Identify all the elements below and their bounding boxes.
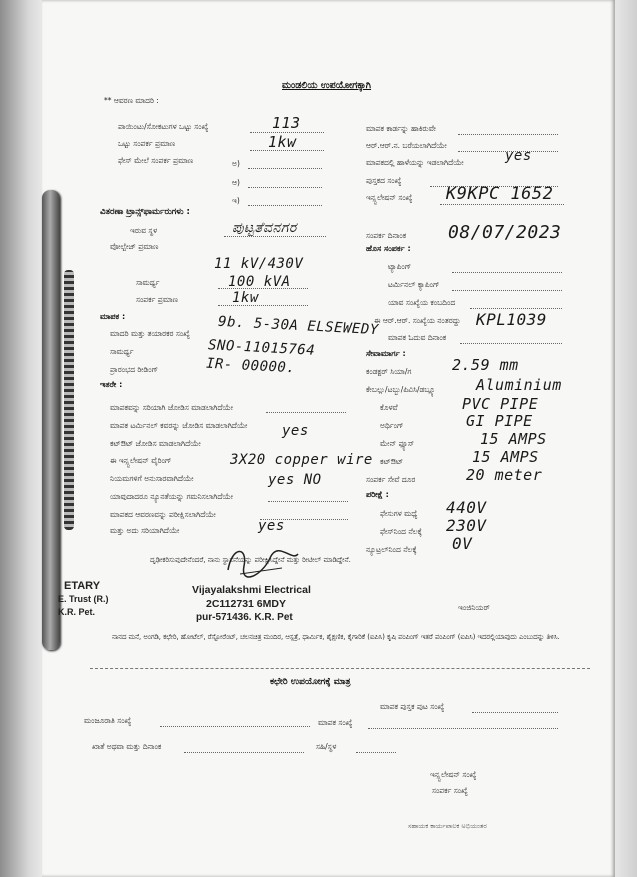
section-divider (90, 668, 590, 669)
form-label: ಮಾಪಕ ಕಾರ್ಡನ್ನು ಹಾಕಿರುವೇ (366, 124, 436, 133)
handwritten-value: IR- 00000. (205, 355, 296, 377)
handwritten-value: 113 (272, 114, 301, 132)
fill-line (218, 288, 308, 289)
form-label: ಸಾಮರ್ಥ್ಯ (110, 347, 134, 356)
binder-spring-icon (64, 270, 74, 530)
engineer-label: ಇಂಜಿನಿಯರ್ (458, 603, 490, 612)
fill-line (250, 150, 324, 151)
scan-right-edge (615, 0, 637, 877)
section-subtitle: ** ಆವರಣ ಮಾದರಿ : (104, 96, 159, 105)
form-label: ಫೇಸ್ ಮೇಲೆ ಸಂಪರ್ಕ ಪ್ರಮಾಣ (118, 156, 194, 165)
form-label: ಇರುವ ಸ್ಥಳ (130, 226, 158, 235)
form-label: ಸಂಪರ್ಕ ಸೇವೆ ದೂರ (366, 475, 416, 484)
stamp-left-line1: ETARY (64, 580, 101, 592)
footnote-text: ನಾನದ ಮನೆ, ಅಂಗಡಿ, ಕಛೇರಿ, ಹೋಟೆಲ್, ರೆಸ್ಟೋರೆಂಟ್, ಚಲನಚಿತ್ರ ಮಂದಿರ, ಆಸ್ಪತ್ರೆ, ಧಾರ್ಮಿಕ, ಶೈಕ್ಷಣಿಕ, ಕೈಗಾರಿಕೆ (ಐಪಿಸಿ) ಕೃಷಿ ಪಂಪಿಂಗ್ ಇತರೆ ಪಂಪಿಂಗ್ (ಐಪಿಸಿ) ಇದರಲ್ಲಿಯಾವುದು ಎಂಬುದನ್ನು ತಿಳಿಸಿ. (112, 633, 560, 641)
form-label: ಪಾಯಿಂಟು/ಸೋಕಟುಗಳ ಒಟ್ಟು ಸಂಖ್ಯೆ (118, 122, 209, 131)
handwritten-value: ಪುಟ್ಟತೆವನಗರ (232, 220, 297, 236)
fill-line (356, 752, 396, 753)
connection-date-handwritten: 08/07/2023 (448, 222, 562, 243)
handwritten-value: 15 AMPS (480, 430, 547, 448)
others-heading: ಇತರೇ : (100, 380, 123, 389)
form-label: ಇನ್ಸ್ಟಲೇಷನ್ ಸಂಖ್ಯೆ (366, 193, 413, 202)
form-label: ಮಾಪಕದಲ್ಲಿ ಹಾಳೆಯನ್ನು ಇಡಲಾಗಿದೆಯೇ (366, 158, 464, 167)
form-label: ಆರ್.ಆರ್.ನ. ಬರೆಯಲಾಗಿದೆಯೇ (366, 141, 447, 150)
form-label: ಸಾಮರ್ಥ್ಯ (136, 278, 160, 287)
form-label: ಅರ್ಥಿಂಗ್ (380, 421, 404, 430)
fill-line (268, 501, 348, 502)
handwritten-value: GI PIPE (466, 412, 533, 430)
form-label: ಮಾಪಕದ ಆವರಣವನ್ನು ಪರೀಕ್ಷಿಸಲಾಗಿದೆಯೇ (110, 510, 216, 519)
form-label: ಟ್ಯಾಪಿಂಗ್ (388, 262, 412, 271)
form-label: ಮಾಪಕವನ್ನು ಸರಿಯಾಗಿ ಜೋಡಿಸ ಮಾಡಲಾಗಿದೆಯೇ (110, 403, 234, 412)
form-label: ಮಾದರಿ ಮತ್ತು ತಯಾರಕರ ಸಂಖ್ಯೆ (110, 329, 190, 338)
fill-line (440, 204, 564, 205)
test-heading: ಪರೀಕ್ಷೆ : (366, 490, 389, 499)
form-label: ಕಂಡಕ್ಟರ್ ಸಿಯಾ/ಗ (366, 367, 412, 376)
sub-item: ಅ) (232, 159, 240, 168)
handwritten-value: yes (282, 423, 309, 439)
form-label: ನಿಯಮಗಳಿಗೆ ಅನುಸಾರವಾಗಿದೆಯೇ (110, 474, 194, 483)
form-label: ಫೇಸುಗಳ ಮಧ್ಯೆ (380, 509, 418, 518)
fill-line (248, 205, 322, 206)
fill-line (160, 726, 310, 727)
form-label: ಮಂಜೂರಾತಿ ಸಂಖ್ಯೆ (84, 716, 132, 725)
office-officer-label: ಸಹಾಯಕ ಕಾರ್ಯಪಾಲಕ ಅಭಿಯಂತರ (408, 822, 487, 830)
declaration-text: ದೃಢೀಕರಿಸುವುದೇನೆಂದರೆ, ನಾನು ಸ್ಥಾಪನೆಯನ್ನು ಪರೀಕ್ಷಿಸಿದ್ದೇನೆ ಮತ್ತು ರೀಟೀಲ್ ಮಾಡಿದ್ದೇನೆ. (150, 556, 351, 564)
handwritten-value: yes (258, 518, 285, 534)
form-label: ಈ ಇನ್ಸ್ಟಲೇಷನ್ ವೈರಿಂಗ್ (110, 456, 172, 465)
form-label: ಕೇಬಲ್ಲು/ಟಬ್ಬು/ಪಿವಿಸಿ/ಡಬ್ಲ್ಯೂ (366, 385, 437, 394)
stamp-center-line2: 2C112731 6MDY (206, 598, 286, 610)
fill-line (460, 343, 562, 344)
handwritten-value: PVC PIPE (462, 395, 539, 413)
fill-line (218, 305, 308, 306)
form-label: ಯಾವುದಾದರೂ ನ್ಯೂನತೆಯನ್ನು ಗಮನಿಸಲಾಗಿದೆಯೇ (110, 492, 234, 501)
stamp-left-line3: K.R. Pet. (58, 607, 96, 617)
form-label: ಟರ್ಮಿನಲ್ ಕ್ಯಾಪಿಂಗ್ (388, 280, 440, 289)
form-label: ವೋಲ್ಟೇಜ್ ಪ್ರಮಾಣ (110, 242, 159, 251)
fill-line (266, 412, 346, 413)
fill-line (470, 308, 562, 309)
handwritten-value: 1kw (268, 133, 297, 151)
handwritten-value: 440V (446, 498, 487, 517)
fill-line (472, 712, 558, 713)
fill-line (368, 728, 558, 729)
handwritten-value: 0V (452, 534, 473, 553)
fill-line (248, 168, 322, 169)
handwritten-value: yes (505, 148, 532, 164)
sub-item: ಆ) (232, 178, 240, 187)
form-label: ಮಾಪಕ ಓದುವ ದಿನಾಂಕ (388, 333, 447, 342)
form-label: ಫೇಸ್‌ನಿಂದ ನೆಲಕ್ಕೆ (380, 527, 422, 536)
form-label: ಯಾವ ಸಂಖ್ಯೆಯ ಕಂಬದಿಂದ (388, 298, 456, 307)
fill-line (224, 236, 326, 237)
meter-heading: ಮಾಪಕ : (100, 312, 126, 321)
fill-line (184, 752, 304, 753)
form-label: ಸಂಪರ್ಕ ಪ್ರಮಾಣ (136, 295, 178, 304)
form-label: ಕಟ್‌ಔಟ್ (380, 457, 404, 466)
form-label: ಮತ್ತು ಅದು ಸರಿಯಾಗಿದೆಯೇ (110, 526, 180, 535)
form-label: ಸಂಪರ್ಕ ಸಂಖ್ಯೆ (432, 786, 468, 795)
form-label: ಪ್ರಾರಂಭದ ರೀಡಿಂಗ್ (110, 365, 159, 374)
handwritten-value: 11 kV/430V (214, 256, 304, 272)
form-label: ಮಾಪಕ ಪುಸ್ತಕ ಪುಟ ಸಂಖ್ಯೆ (380, 702, 445, 711)
handwritten-value: KPL1039 (476, 310, 547, 329)
distribution-heading: ವಿತರಣಾ ಟ್ರಾನ್ಸ್‌ಫಾರ್ಮರುಗಳು : (100, 207, 190, 217)
fill-line (248, 187, 322, 188)
fill-line (452, 272, 562, 273)
form-label: ಮಾಪಕ ಟರ್ಮಿನಲ್ ಕವರನ್ನು ಜೋಡಿಸ ಮಾಡಲಾಗಿದೆಯೇ (110, 421, 248, 430)
form-label: ಕಟ್‌ಔಟ್ ಜೋಡಿಸ ಮಾಡಲಾಗಿದೆಯೇ (110, 439, 201, 448)
form-label: ಈ ಆರ್.ಆರ್. ಸಂಖ್ಯೆಯ ನಂತರದ್ದು (374, 316, 461, 325)
form-label: ಸಹಿ/ಸ್ಥಳ (316, 742, 337, 751)
form-label: ಮೇನ್ ಫ್ಯೂಸ್ (380, 439, 415, 448)
form-label: ಇನ್ಸ್ಟಲೇಷನ್ ಸಂಖ್ಯೆ (430, 770, 477, 779)
sub-item: ಇ) (232, 196, 240, 205)
stamp-center-line1: Vijayalakshmi Electrical (192, 584, 311, 596)
handwritten-value: 15 AMPS (472, 448, 539, 466)
fill-line (458, 134, 558, 135)
new-connection-heading: ಹೊಸ ಸಂಪರ್ಕ : (366, 244, 411, 253)
form-label: ಕೊಳವೆ (380, 403, 398, 412)
binder-clip-bar (42, 190, 60, 650)
form-label: ಒಟ್ಟು ಸಂಪರ್ಕ ಪ್ರಮಾಣ (118, 139, 176, 148)
handwritten-value: 2.59 mm (452, 356, 519, 374)
handwritten-value: yes NO (268, 472, 322, 488)
form-label: ಮಾಪಕ ಸಂಖ್ಯೆ (318, 718, 353, 727)
installation-number-handwritten: K9KPC 1652 (446, 184, 554, 204)
handwritten-value: 230V (446, 516, 487, 535)
handwritten-value: 9b. 5-30A ELSEWEDY (217, 313, 380, 339)
form-label: ಖಾತೆ ಅಥವಾ ಮತ್ತು ದಿನಾಂಕ (92, 742, 162, 751)
stamp-left-line2: E. Trust (R.) (58, 594, 109, 604)
handwritten-value: SNO-11015764 (207, 337, 316, 359)
stamp-center-line3: pur-571436. K.R. Pet (196, 612, 293, 623)
signature-mark (222, 540, 302, 584)
office-use-title: ಕಛೇರಿ ಉಪಯೋಗಕ್ಕೆ ಮಾತ್ರ (270, 677, 351, 687)
form-label: ಸಂಪರ್ಕ ದಿನಾಂಕ (366, 231, 407, 240)
handwritten-value: Aluminium (476, 376, 562, 394)
handwritten-value: 1kw (232, 290, 259, 306)
service-heading: ಸೇವಾಮಾರ್ಗ : (366, 349, 406, 358)
handwritten-value: 20 meter (466, 466, 543, 484)
form-label: ಪುಸ್ತಕದ ಸಂಖ್ಯೆ (366, 176, 402, 185)
fill-line (452, 290, 562, 291)
form-label: ನ್ಯೂಟ್ರಲ್‌ನಿಂದ ನೆಲಕ್ಕೆ (366, 545, 417, 554)
handwritten-value: 3X20 copper wire (230, 452, 373, 468)
handwritten-value: 100 kVA (228, 274, 291, 290)
page-title: ಮಂಡಲಿಯ ಉಪಯೋಗಕ್ಕಾಗಿ (282, 80, 372, 91)
